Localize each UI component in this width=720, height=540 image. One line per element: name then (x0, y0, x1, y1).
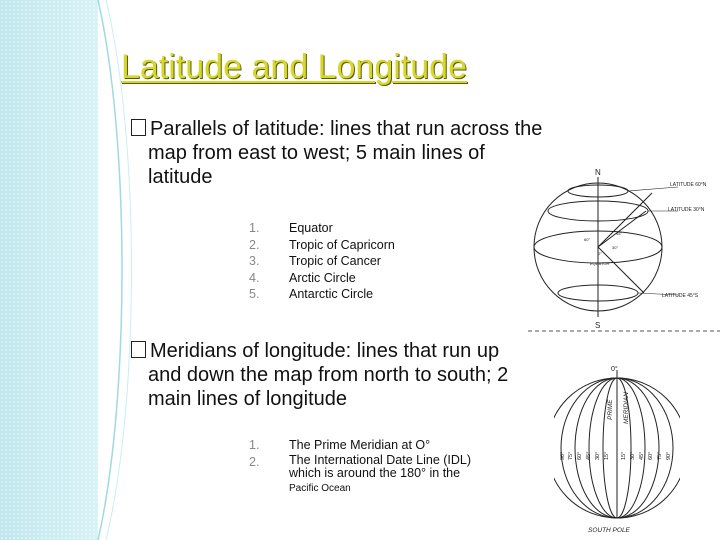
bullet-longitude-text: Meridians of longitude: lines that run up and down the map from north to south; 2 main lines of longitude (148, 340, 509, 410)
list-text: Equator (289, 221, 333, 235)
north-pole-label: N (595, 168, 601, 177)
meridian-label: MERIDIAN (623, 392, 630, 424)
list-number: 1. (249, 221, 260, 235)
list-item (240, 253, 395, 270)
angle-60-label: 60° (584, 237, 591, 242)
angle-0-label: 0° (598, 251, 602, 256)
longitude-degree-label: 90° (560, 451, 566, 460)
list-number: 3. (249, 254, 260, 268)
angle-45-label: 45° (616, 231, 623, 236)
latitude-60n-label: LATITUDE 60°N (670, 182, 707, 188)
longitude-degree-label: 75° (657, 451, 663, 460)
longitude-degree-label: 45° (639, 451, 645, 460)
list-number: 2. (249, 454, 260, 469)
slide-title: Latitude and Longitude (121, 48, 467, 86)
angle-30-label: 30° (612, 245, 619, 250)
longitude-degree-label: 15° (621, 451, 627, 460)
longitude-degree-label: 15° (604, 451, 610, 460)
bullet-marker-icon (131, 341, 146, 358)
prime-label: PRIME (607, 399, 614, 420)
zero-degree-label: 0° (611, 366, 618, 373)
bullet-longitude (131, 339, 533, 411)
latitude-30n-label: LATITUDE 30°N (668, 207, 705, 213)
idl-text: The International Date Line (IDL) which is around the 180° in the (289, 452, 472, 480)
list-item (240, 237, 395, 254)
list-text: Arctic Circle (289, 270, 356, 285)
list-number: 1. (249, 438, 260, 452)
longitude-degree-label: 30° (595, 451, 601, 460)
longitude-list (240, 437, 504, 495)
longitude-degree-label: 45° (586, 451, 592, 460)
bullet-marker-icon (131, 119, 146, 136)
bullet-latitude-text: Parallels of latitude: lines that run across the map from east to west; 5 main lines of latitude (148, 118, 543, 188)
list-number: 4. (249, 270, 260, 285)
list-number: 5. (249, 287, 260, 301)
bullet-latitude (131, 117, 548, 189)
list-text: Tropic of Cancer (289, 254, 381, 268)
list-text: The Prime Meridian at O° (289, 438, 431, 452)
list-item (240, 454, 504, 496)
longitude-degree-label: 75° (568, 451, 574, 460)
latitude-45s-label: LATITUDE 45°S (662, 293, 699, 299)
latitude-list (240, 220, 395, 303)
longitude-degree-label: 30° (630, 451, 636, 460)
south-pole-label: SOUTH POLE (588, 527, 630, 534)
latitude-globe-figure (528, 165, 720, 335)
longitude-globe-figure (554, 362, 680, 540)
list-item (240, 220, 395, 237)
list-item (240, 437, 504, 454)
longitude-degree-label: 60° (648, 451, 654, 460)
equator-label: EQUATOR (590, 261, 610, 266)
idl-text-continuation: Pacific Ocean (289, 482, 351, 494)
list-number: 2. (249, 237, 260, 252)
list-text: Antarctic Circle (289, 287, 374, 301)
list-text (289, 454, 504, 496)
list-item (240, 286, 395, 303)
list-item (240, 270, 395, 287)
south-pole-label: S (595, 321, 601, 330)
longitude-degree-label: 60° (577, 451, 583, 460)
longitude-degree-label: 90° (666, 451, 672, 460)
list-text: Tropic of Capricorn (289, 237, 395, 252)
